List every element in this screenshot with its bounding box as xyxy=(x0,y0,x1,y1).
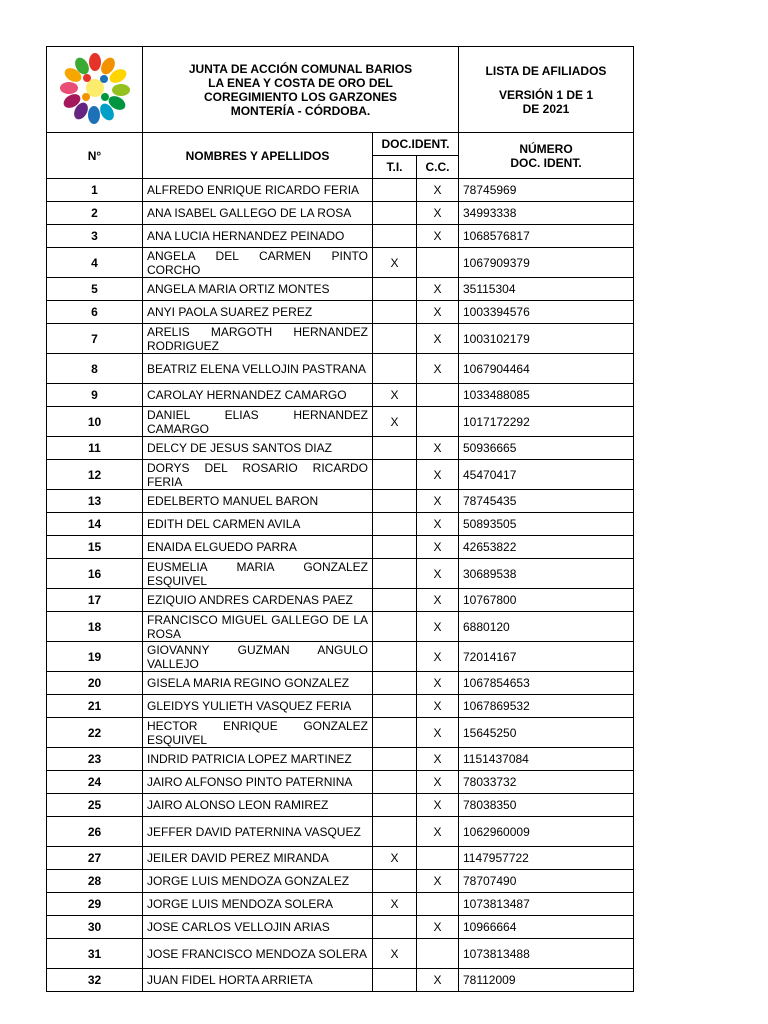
row-ti-mark xyxy=(373,559,417,589)
row-name: FRANCISCO MIGUEL GALLEGO DE LA ROSA xyxy=(143,612,373,642)
row-number: 22 xyxy=(47,718,143,748)
row-number: 10 xyxy=(47,407,143,437)
row-number: 11 xyxy=(47,437,143,460)
row-cc-mark: X xyxy=(417,437,459,460)
row-number: 16 xyxy=(47,559,143,589)
row-number: 1 xyxy=(47,179,143,202)
row-cc-mark: X xyxy=(417,278,459,301)
row-cc-mark: X xyxy=(417,969,459,992)
row-name: CAROLAY HERNANDEZ CAMARGO xyxy=(143,384,373,407)
row-cc-mark: X xyxy=(417,748,459,771)
row-doc-number: 1003394576 xyxy=(459,301,634,324)
row-ti-mark xyxy=(373,817,417,847)
row-ti-mark xyxy=(373,794,417,817)
row-ti-mark xyxy=(373,437,417,460)
table-row xyxy=(47,748,634,771)
row-number: 32 xyxy=(47,969,143,992)
table-row xyxy=(47,384,634,407)
row-number: 15 xyxy=(47,536,143,559)
row-doc-number: 78033732 xyxy=(459,771,634,794)
table-row xyxy=(47,179,634,202)
row-doc-number: 78112009 xyxy=(459,969,634,992)
row-ti-mark: X xyxy=(373,248,417,278)
row-number: 3 xyxy=(47,225,143,248)
row-number: 12 xyxy=(47,460,143,490)
row-number: 26 xyxy=(47,817,143,847)
col-header-cc: C.C. xyxy=(417,156,459,179)
column-header-row-1 xyxy=(47,133,634,156)
row-name: JOSE FRANCISCO MENDOZA SOLERA xyxy=(143,939,373,969)
table-row xyxy=(47,559,634,589)
row-name: EDITH DEL CARMEN AVILA xyxy=(143,513,373,536)
row-number: 9 xyxy=(47,384,143,407)
row-doc-number: 1067854653 xyxy=(459,672,634,695)
row-number: 5 xyxy=(47,278,143,301)
row-number: 13 xyxy=(47,490,143,513)
row-number: 23 xyxy=(47,748,143,771)
row-number: 6 xyxy=(47,301,143,324)
row-doc-number: 1073813487 xyxy=(459,893,634,916)
row-ti-mark xyxy=(373,324,417,354)
row-cc-mark: X xyxy=(417,460,459,490)
row-cc-mark: X xyxy=(417,301,459,324)
row-doc-number: 45470417 xyxy=(459,460,634,490)
row-cc-mark: X xyxy=(417,672,459,695)
row-doc-number: 1017172292 xyxy=(459,407,634,437)
row-number: 24 xyxy=(47,771,143,794)
organization-title xyxy=(143,47,459,133)
row-ti-mark xyxy=(373,916,417,939)
row-name: BEATRIZ ELENA VELLOJIN PASTRANA xyxy=(143,354,373,384)
row-cc-mark xyxy=(417,939,459,969)
row-cc-mark: X xyxy=(417,695,459,718)
row-doc-number: 30689538 xyxy=(459,559,634,589)
row-doc-number: 78745969 xyxy=(459,179,634,202)
row-cc-mark xyxy=(417,248,459,278)
row-name: JEFFER DAVID PATERNINA VASQUEZ xyxy=(143,817,373,847)
affiliates-table xyxy=(46,46,634,992)
row-doc-number: 78745435 xyxy=(459,490,634,513)
row-doc-number: 10767800 xyxy=(459,589,634,612)
row-name: JUAN FIDEL HORTA ARRIETA xyxy=(143,969,373,992)
row-cc-mark: X xyxy=(417,179,459,202)
row-name: ANA ISABEL GALLEGO DE LA ROSA xyxy=(143,202,373,225)
row-number: 7 xyxy=(47,324,143,354)
row-cc-mark: X xyxy=(417,589,459,612)
row-name: JAIRO ALONSO LEON RAMIREZ xyxy=(143,794,373,817)
table-row xyxy=(47,870,634,893)
row-ti-mark xyxy=(373,672,417,695)
row-number: 17 xyxy=(47,589,143,612)
row-doc-number: 10966664 xyxy=(459,916,634,939)
year-label: DE 2021 xyxy=(522,101,570,116)
col-header-numero xyxy=(459,133,634,179)
row-ti-mark xyxy=(373,202,417,225)
row-cc-mark: X xyxy=(417,916,459,939)
table-row xyxy=(47,916,634,939)
table-row xyxy=(47,939,634,969)
row-ti-mark xyxy=(373,225,417,248)
table-row xyxy=(47,248,634,278)
table-row xyxy=(47,847,634,870)
row-cc-mark: X xyxy=(417,794,459,817)
table-row xyxy=(47,612,634,642)
row-name: DANIEL ELIAS HERNANDEZ CAMARGO xyxy=(143,407,373,437)
row-cc-mark xyxy=(417,384,459,407)
row-ti-mark xyxy=(373,969,417,992)
row-ti-mark xyxy=(373,695,417,718)
row-name: INDRID PATRICIA LOPEZ MARTINEZ xyxy=(143,748,373,771)
row-cc-mark: X xyxy=(417,642,459,672)
row-doc-number: 42653822 xyxy=(459,536,634,559)
table-row xyxy=(47,407,634,437)
row-doc-number: 1033488085 xyxy=(459,384,634,407)
table-row xyxy=(47,437,634,460)
table-row xyxy=(47,536,634,559)
row-ti-mark xyxy=(373,301,417,324)
table-row xyxy=(47,589,634,612)
row-cc-mark: X xyxy=(417,513,459,536)
row-cc-mark: X xyxy=(417,817,459,847)
row-number: 30 xyxy=(47,916,143,939)
row-ti-mark xyxy=(373,771,417,794)
row-number: 20 xyxy=(47,672,143,695)
row-ti-mark xyxy=(373,612,417,642)
row-cc-mark xyxy=(417,407,459,437)
row-name: JEILER DAVID PEREZ MIRANDA xyxy=(143,847,373,870)
row-name: EDELBERTO MANUEL BARON xyxy=(143,490,373,513)
table-row xyxy=(47,354,634,384)
row-doc-number: 15645250 xyxy=(459,718,634,748)
row-cc-mark: X xyxy=(417,870,459,893)
row-number: 28 xyxy=(47,870,143,893)
row-cc-mark: X xyxy=(417,324,459,354)
row-ti-mark xyxy=(373,870,417,893)
row-ti-mark xyxy=(373,748,417,771)
row-cc-mark: X xyxy=(417,536,459,559)
table-row xyxy=(47,817,634,847)
col-header-ti: T.I. xyxy=(373,156,417,179)
version-label: VERSIÓN 1 DE 1 xyxy=(498,87,594,102)
row-name: ARELIS MARGOTH HERNANDEZ RODRIGUEZ xyxy=(143,324,373,354)
table-row xyxy=(47,794,634,817)
row-name: JORGE LUIS MENDOZA SOLERA xyxy=(143,893,373,916)
row-name: DORYS DEL ROSARIO RICARDO FERIA xyxy=(143,460,373,490)
row-number: 21 xyxy=(47,695,143,718)
row-number: 4 xyxy=(47,248,143,278)
row-name: EUSMELIA MARIA GONZALEZ ESQUIVEL xyxy=(143,559,373,589)
row-number: 14 xyxy=(47,513,143,536)
row-doc-number: 35115304 xyxy=(459,278,634,301)
logo-cell xyxy=(47,47,143,133)
row-doc-number: 1151437084 xyxy=(459,748,634,771)
table-row xyxy=(47,225,634,248)
row-ti-mark: X xyxy=(373,407,417,437)
row-number: 25 xyxy=(47,794,143,817)
row-cc-mark: X xyxy=(417,354,459,384)
row-ti-mark xyxy=(373,536,417,559)
row-name: DELCY DE JESUS SANTOS DIAZ xyxy=(143,437,373,460)
row-doc-number: 1003102179 xyxy=(459,324,634,354)
row-ti-mark xyxy=(373,490,417,513)
row-doc-number: 6880120 xyxy=(459,612,634,642)
row-cc-mark: X xyxy=(417,718,459,748)
row-name: GIOVANNY GUZMAN ANGULO VALLEJO xyxy=(143,642,373,672)
spacer xyxy=(459,78,633,88)
table-row xyxy=(47,893,634,916)
col-header-numero-sub: DOC. IDENT. xyxy=(510,155,582,170)
row-doc-number: 1067909379 xyxy=(459,248,634,278)
row-doc-number: 1147957722 xyxy=(459,847,634,870)
col-header-names: NOMBRES Y APELLIDOS xyxy=(143,133,373,179)
row-name: ANA LUCIA HERNANDEZ PEINADO xyxy=(143,225,373,248)
row-ti-mark xyxy=(373,460,417,490)
row-number: 27 xyxy=(47,847,143,870)
table-row xyxy=(47,969,634,992)
col-header-num: N° xyxy=(47,133,143,179)
table-row xyxy=(47,771,634,794)
row-name: HECTOR ENRIQUE GONZALEZ ESQUIVEL xyxy=(143,718,373,748)
row-cc-mark: X xyxy=(417,612,459,642)
row-ti-mark: X xyxy=(373,847,417,870)
row-number: 8 xyxy=(47,354,143,384)
row-name: JOSE CARLOS VELLOJIN ARIAS xyxy=(143,916,373,939)
row-doc-number: 72014167 xyxy=(459,642,634,672)
row-ti-mark: X xyxy=(373,939,417,969)
row-cc-mark: X xyxy=(417,225,459,248)
row-number: 18 xyxy=(47,612,143,642)
row-doc-number: 34993338 xyxy=(459,202,634,225)
row-doc-number: 1067904464 xyxy=(459,354,634,384)
row-name: GISELA MARIA REGINO GONZALEZ xyxy=(143,672,373,695)
row-doc-number: 1068576817 xyxy=(459,225,634,248)
document-title-cell xyxy=(459,47,634,133)
row-ti-mark xyxy=(373,179,417,202)
col-header-doc-ident: DOC.IDENT. xyxy=(373,133,459,156)
row-cc-mark: X xyxy=(417,202,459,225)
row-name: ALFREDO ENRIQUE RICARDO FERIA xyxy=(143,179,373,202)
row-ti-mark xyxy=(373,354,417,384)
row-ti-mark xyxy=(373,718,417,748)
row-name: ANGELA DEL CARMEN PINTO CORCHO xyxy=(143,248,373,278)
row-ti-mark xyxy=(373,642,417,672)
table-row xyxy=(47,301,634,324)
row-doc-number: 78038350 xyxy=(459,794,634,817)
affiliates-sheet xyxy=(46,46,633,992)
table-row xyxy=(47,513,634,536)
table-row xyxy=(47,324,634,354)
row-doc-number: 1062960009 xyxy=(459,817,634,847)
table-row xyxy=(47,490,634,513)
row-number: 29 xyxy=(47,893,143,916)
row-ti-mark: X xyxy=(373,893,417,916)
row-number: 19 xyxy=(47,642,143,672)
title-line-3: COREGIMIENTO LOS GARZONES xyxy=(203,89,398,104)
row-cc-mark xyxy=(417,847,459,870)
table-row xyxy=(47,202,634,225)
row-number: 31 xyxy=(47,939,143,969)
row-ti-mark: X xyxy=(373,384,417,407)
table-row xyxy=(47,695,634,718)
row-cc-mark xyxy=(417,893,459,916)
row-doc-number: 1067869532 xyxy=(459,695,634,718)
row-number: 2 xyxy=(47,202,143,225)
row-doc-number: 50893505 xyxy=(459,513,634,536)
row-name: GLEIDYS YULIETH VASQUEZ FERIA xyxy=(143,695,373,718)
row-cc-mark: X xyxy=(417,559,459,589)
row-ti-mark xyxy=(373,513,417,536)
table-row xyxy=(47,278,634,301)
table-row xyxy=(47,718,634,748)
row-name: ANGELA MARIA ORTIZ MONTES xyxy=(143,278,373,301)
row-name: JORGE LUIS MENDOZA GONZALEZ xyxy=(143,870,373,893)
row-cc-mark: X xyxy=(417,490,459,513)
title-line-2: LA ENEA Y COSTA DE ORO DEL xyxy=(208,75,393,90)
row-name: ENAIDA ELGUEDO PARRA xyxy=(143,536,373,559)
row-name: EZIQUIO ANDRES CARDENAS PAEZ xyxy=(143,589,373,612)
table-row xyxy=(47,642,634,672)
header-row xyxy=(47,47,634,133)
title-line-1: JUNTA DE ACCIÓN COMUNAL BARIOS xyxy=(188,61,413,76)
table-row xyxy=(47,460,634,490)
row-name: JAIRO ALFONSO PINTO PATERNINA xyxy=(143,771,373,794)
row-cc-mark: X xyxy=(417,771,459,794)
col-header-numero-title: NÚMERO xyxy=(519,141,573,156)
table-row xyxy=(47,672,634,695)
row-doc-number: 1073813488 xyxy=(459,939,634,969)
row-doc-number: 50936665 xyxy=(459,437,634,460)
row-ti-mark xyxy=(373,589,417,612)
row-name: ANYI PAOLA SUAREZ PEREZ xyxy=(143,301,373,324)
title-line-4: MONTERÍA - CÓRDOBA. xyxy=(230,103,371,118)
row-doc-number: 78707490 xyxy=(459,870,634,893)
colorful-hands-logo xyxy=(55,47,135,129)
document-title: LISTA DE AFILIADOS xyxy=(485,63,607,78)
row-ti-mark xyxy=(373,278,417,301)
